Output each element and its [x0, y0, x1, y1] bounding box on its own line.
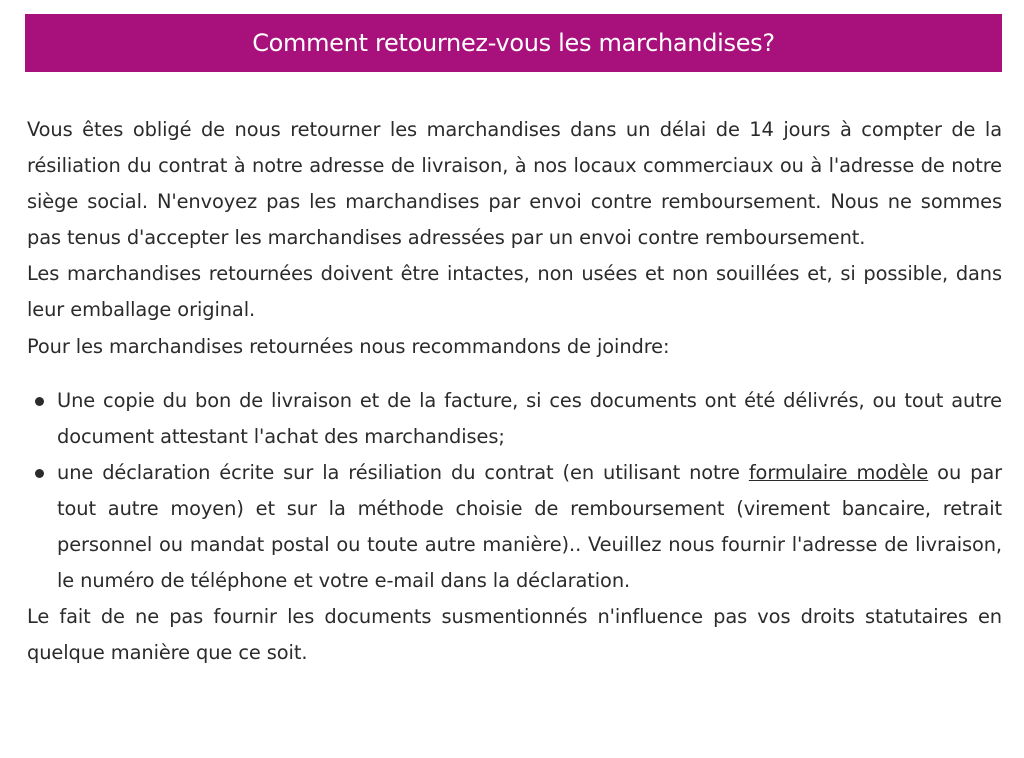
list-item-text-before-link: une déclaration écrite sur la résiliation du contrat (en utilisant notre — [57, 460, 749, 484]
section-title: Comment retournez-vous les marchandises? — [252, 29, 775, 57]
return-deadline-paragraph: Vous êtes obligé de nous retourner les marchandises dans un délai de 14 jours à compter de la résiliation du contrat à notre adresse de livraison, à nos locaux commerciaux ou à l'adresse de notre siège social. N'envoyez pas les marchandises par envoi contre remboursement. Nous ne sommes pas tenus d'accepter les marchandises adressées par un envoi contre remboursement. — [27, 118, 1002, 250]
recommendation-list — [27, 383, 1002, 600]
list-item — [27, 455, 1002, 599]
list-item — [27, 383, 1002, 455]
statutory-rights-paragraph: Le fait de ne pas fournir les documents susmentionnés n'influence pas vos droits statutaires en quelque manière que ce soit. — [27, 605, 1002, 665]
goods-condition-paragraph: Les marchandises retournées doivent être intactes, non usées et non souillées et, si possible, dans leur emballage original. — [27, 262, 1002, 322]
section-header-bar — [25, 14, 1002, 72]
bullet-icon — [35, 397, 44, 406]
list-item-text-after-link: ou par tout autre moyen) et sur la méthode choisie de remboursement (virement bancaire, retrait personnel ou mandat postal ou toute autre manière).. Veuillez nous fournir l'adresse de livraison, le numéro de téléphone et votre e-mail dans la déclaration. — [57, 460, 1002, 593]
list-item-text: Une copie du bon de livraison et de la facture, si ces documents ont été délivrés, ou tout autre document attestant l'achat des marchandises; — [57, 388, 1002, 448]
bullet-icon — [35, 469, 44, 478]
returns-content — [27, 112, 1002, 671]
recommendation-intro-paragraph: Pour les marchandises retournées nous recommandons de joindre: — [27, 334, 670, 358]
model-form-link[interactable]: formulaire modèle — [748, 460, 929, 484]
